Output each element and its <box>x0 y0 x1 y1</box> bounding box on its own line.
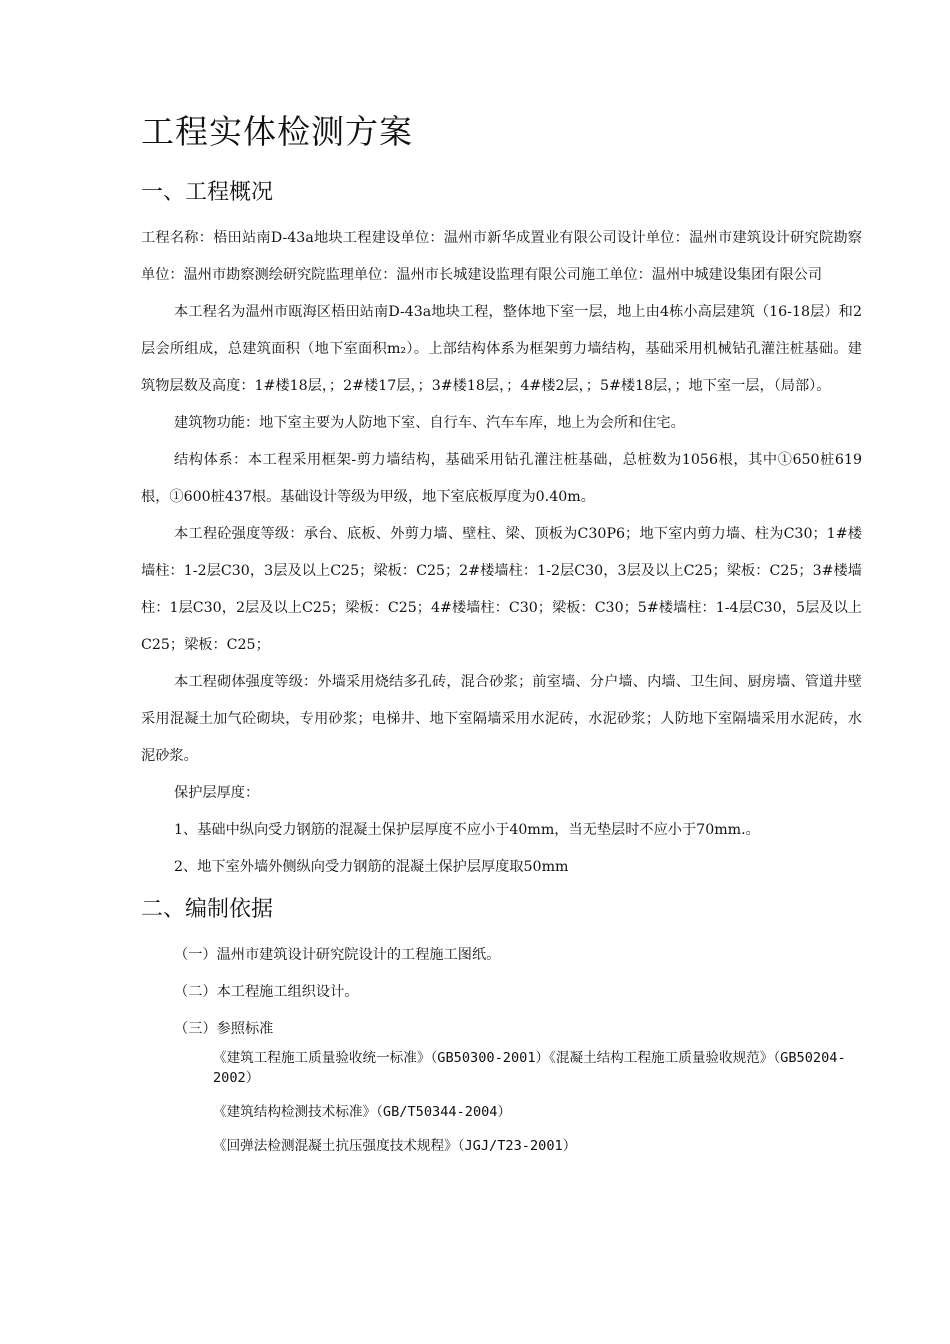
basis-item-2: （二）本工程施工组织设计。 <box>174 984 359 1000</box>
document-title: 工程实体检测方案 <box>141 112 413 151</box>
basis-item-1: （一）温州市建筑设计研究院设计的工程施工图纸。 <box>174 947 501 963</box>
paragraph-cover-item-2: 2、地下室外墙外侧纵向受力钢筋的混凝土保护层厚度取50mm <box>174 859 569 875</box>
paragraph-concrete-grade: 本工程砼强度等级：承台、底板、外剪力墙、壁柱、梁、顶板为C30P6；地下室内剪力墙、柱为C30；1#楼墙柱：1-2层C30，3层及以上C25；梁板：C25；2#楼墙柱：1-2层C30，3层及以上C25；梁板：C25；3#楼墙柱：1层C30，2层及以上C25；梁板：C25；4#楼墙柱：C30；梁板：C30；5#楼墙柱：1-4层C30，5层及以上C25；梁板：C25； <box>141 526 862 653</box>
paragraph-structure-system: 结构体系：本工程采用框架-剪力墙结构，基础采用钻孔灌注桩基础，总桩数为1056根，其中①650桩619根，①600桩437根。基础设计等级为甲级，地下室底板厚度为0.40m。 <box>141 452 862 505</box>
paragraph-masonry-grade: 本工程砌体强度等级：外墙采用烧结多孔砖，混合砂浆；前室墙、分户墙、内墙、卫生间、厨房墙、管道井壁采用混凝土加气砼砌块，专用砂浆；电梯井、地下室隔墙采用水泥砖，水泥砂浆；人防地下室隔墙采用水泥砖，水泥砂浆。 <box>141 674 862 764</box>
paragraph-project-info: 工程名称：梧田站南D-43a地块工程建设单位：温州市新华成置业有限公司设计单位：温州市建筑设计研究院勘察单位：温州市勘察测绘研究院监理单位：温州市长城建设监理有限公司施工单位：温州中城建设集团有限公司 <box>141 230 862 283</box>
paragraph-building-function: 建筑物功能：地下室主要为人防地下室、自行车、汽车车库，地上为会所和住宅。 <box>174 415 685 431</box>
reference-item: 《建筑结构检测技术标准》（GB/T50344-2004） <box>213 1104 512 1120</box>
paragraph-cover-thickness: 保护层厚度： <box>174 785 260 801</box>
paragraph-project-description: 本工程名为温州市瓯海区梧田站南D-43a地块工程，整体地下室一层，地上由4栋小高层建筑（16-18层）和2层会所组成，总建筑面积（地下室面积m₂）。上部结构体系为框架剪力墙结构，基础采用机械钻孔灌注桩基础。建筑物层数及高度：1#楼18层，；2#楼17层，；3#楼18层，；4#楼2层，；5#楼18层，；地下室一层，（局部）。 <box>141 304 862 394</box>
section-heading-overview: 一、工程概况 <box>141 180 274 205</box>
reference-item: 《回弹法检测混凝土抗压强度技术规程》（JGJ/T23-2001） <box>213 1138 577 1154</box>
reference-list <box>141 1048 862 1156</box>
section-heading-basis: 二、编制依据 <box>141 897 274 922</box>
reference-item: 《建筑工程施工质量验收统一标准》（GB50300-2001）《混凝土结构工程施工质量验收规范》（GB50204-2002） <box>213 1050 846 1086</box>
paragraph-cover-item-1: 1、基础中纵向受力钢筋的混凝土保护层厚度不应小于40mm，当无垫层时不应小于70mm.。 <box>174 822 760 838</box>
basis-item-3: （三）参照标准 <box>174 1021 274 1037</box>
